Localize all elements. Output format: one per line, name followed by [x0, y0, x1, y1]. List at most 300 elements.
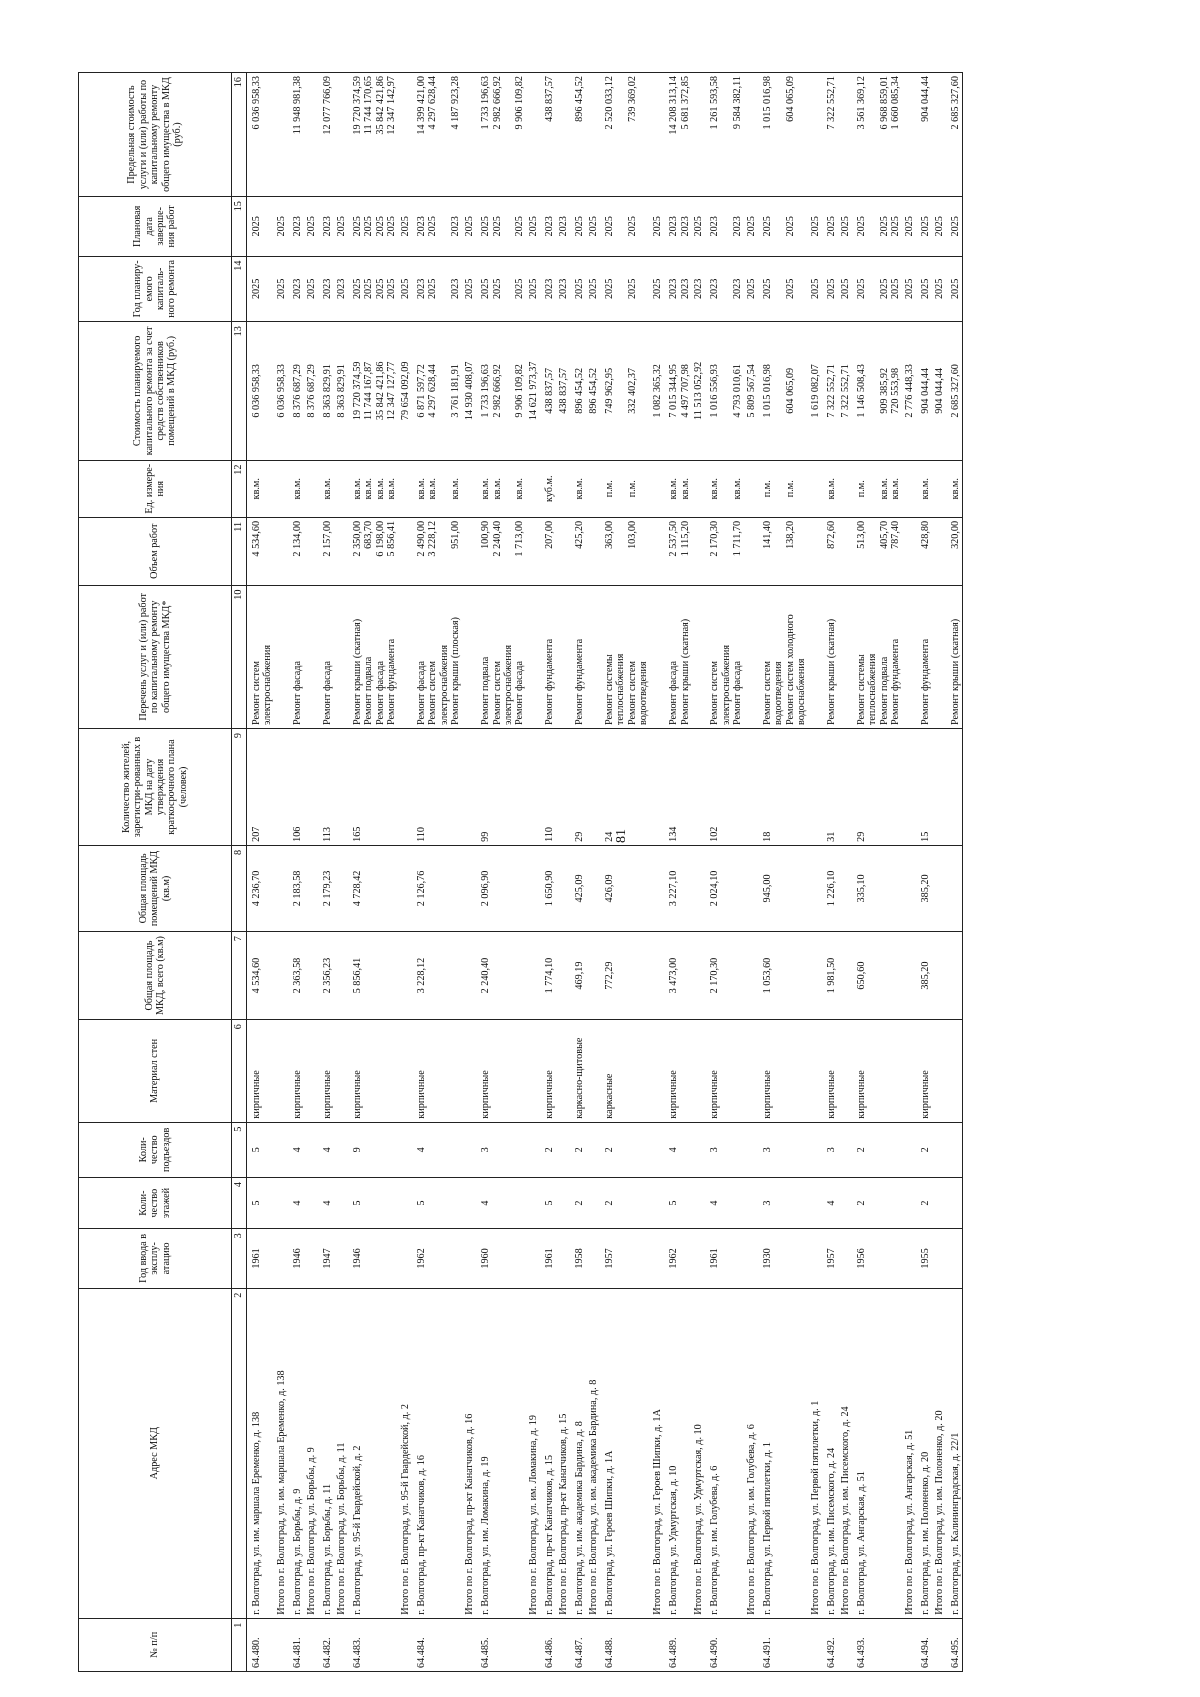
entrances-cell: 3 — [822, 1122, 838, 1177]
residents-cell — [946, 729, 963, 846]
completion-date-cell — [946, 197, 963, 256]
work-list-line: Ремонт крыши (скатная) — [949, 618, 961, 726]
premises-area-cell — [335, 845, 348, 931]
completion-date-line: 2025 — [251, 216, 262, 237]
address-cell: Итого по г. Волгоград, ул. им. маршала Еременко, д. 138 — [275, 1288, 288, 1618]
planned-cost-line: 8 376 687,29 — [292, 364, 304, 418]
completion-date-line: 2025 — [920, 216, 932, 237]
wall-material-cell: кирпичные — [852, 1020, 903, 1123]
unit-cell — [946, 460, 963, 517]
wall-material-cell — [527, 1020, 540, 1123]
premises-area-cell — [275, 845, 288, 931]
completion-date-cell — [318, 197, 334, 256]
year-built-cell — [557, 1229, 570, 1288]
cost-limit-line: 904 044,44 — [920, 76, 932, 122]
work-volume-cell — [476, 517, 527, 585]
planned-cost-line: 749 962,95 — [603, 367, 615, 414]
residents-cell — [745, 729, 758, 846]
cost-limit-cell — [275, 73, 288, 197]
cost-limit-line: 11 744 170,65 — [363, 76, 375, 135]
work-volume-line: 1 713,00 — [514, 520, 526, 557]
table-row — [705, 73, 744, 1672]
floors-cell — [745, 1177, 758, 1228]
completion-date-line: 2025 — [692, 216, 704, 237]
completion-date-cell — [933, 197, 946, 256]
work-list-line: Ремонт фасада — [732, 661, 744, 726]
work-volume-line: 363,00 — [603, 520, 615, 549]
planned-cost-line: 19 720 374,59 — [351, 361, 363, 421]
residents-cell: 29 — [570, 729, 586, 846]
unit-line: кв.м. — [374, 478, 386, 500]
repair-year-cell — [822, 256, 838, 322]
table-row — [318, 73, 334, 1672]
work-volume-line: 428,80 — [920, 520, 932, 549]
residents-cell — [305, 729, 318, 846]
floors-cell: 4 — [288, 1177, 304, 1228]
work-list-cell — [476, 585, 527, 729]
row-number-cell — [399, 1618, 412, 1671]
subtotal-row — [587, 73, 600, 1672]
floors-cell — [651, 1177, 664, 1228]
cost-limit-cell — [412, 73, 463, 197]
work-volume-cell — [809, 517, 822, 585]
total-area-cell — [692, 931, 705, 1019]
column-number-1: 1 — [232, 1618, 247, 1671]
work-list-line: Ремонт подвала — [878, 656, 890, 726]
floors-cell — [933, 1177, 946, 1228]
cost-limit-line: 2 520 033,12 — [603, 76, 615, 130]
row-number-cell — [809, 1618, 822, 1671]
total-area-cell: 385,20 — [916, 931, 932, 1019]
cost-limit-line: 6 968 859,01 — [878, 76, 890, 130]
completion-date-line — [615, 200, 626, 252]
cost-limit-line: 1 261 593,58 — [709, 76, 721, 130]
work-list-cell — [852, 585, 903, 729]
total-area-cell: 3 473,00 — [664, 931, 692, 1019]
entrances-cell: 2 — [852, 1122, 903, 1177]
table-row — [247, 73, 275, 1672]
floors-cell — [587, 1177, 600, 1228]
repair-year-line: 2023 — [292, 278, 304, 300]
work-volume-cell — [247, 517, 275, 585]
year-built-cell: 1955 — [916, 1229, 932, 1288]
work-volume-cell — [348, 517, 399, 585]
planned-cost-cell — [587, 322, 600, 460]
premises-area-cell — [745, 845, 758, 931]
row-number-cell: 64.491. — [758, 1618, 809, 1671]
residents-cell: 18 — [758, 729, 809, 846]
work-volume-line: 2 240,40 — [491, 520, 503, 557]
planned-cost-line: 909 385,92 — [878, 367, 890, 414]
year-built-cell — [587, 1229, 600, 1288]
row-number-cell: 64.482. — [318, 1618, 334, 1671]
row-number-cell: 64.483. — [348, 1618, 399, 1671]
wall-material-cell: кирпичные — [288, 1020, 304, 1123]
planned-cost-cell — [305, 322, 318, 460]
work-list-cell — [822, 585, 838, 729]
wall-material-cell — [399, 1020, 412, 1123]
work-volume-line: 2 490,00 — [416, 520, 428, 557]
repair-year-line: 2023 — [416, 278, 428, 300]
work-volume-line: 207,00 — [544, 520, 556, 549]
planned-cost-cell — [745, 322, 758, 460]
work-volume-line: 138,20 — [784, 520, 796, 549]
entrances-cell: 2 — [600, 1122, 651, 1177]
residents-cell: 113 — [318, 729, 334, 846]
cost-limit-cell — [705, 73, 744, 197]
address-cell: Итого по г. Волгоград, ул. Героев Шипки, д. 1А — [651, 1288, 664, 1618]
unit-cell — [809, 460, 822, 517]
work-list-cell — [839, 585, 852, 729]
completion-date-line: 2025 — [491, 216, 503, 237]
work-list-cell — [318, 585, 334, 729]
premises-area-cell — [463, 845, 476, 931]
unit-line: п.м. — [762, 480, 774, 498]
work-list-cell — [570, 585, 586, 729]
column-number-row — [232, 73, 247, 1672]
repair-year-line — [796, 260, 807, 319]
work-volume-cell — [288, 517, 304, 585]
work-volume-line: 872,60 — [826, 520, 838, 549]
cost-limit-cell — [651, 73, 664, 197]
work-list-cell — [275, 585, 288, 729]
entrances-cell: 9 — [348, 1122, 399, 1177]
completion-date-line — [796, 200, 807, 252]
column-number-7: 7 — [232, 931, 247, 1019]
premises-area-cell — [399, 845, 412, 931]
planned-cost-line: 4 793 010,61 — [732, 364, 744, 418]
floors-cell — [463, 1177, 476, 1228]
repair-year-cell — [288, 256, 304, 322]
planned-cost-cell — [527, 322, 540, 460]
work-list-cell — [758, 585, 809, 729]
cost-limit-cell — [903, 73, 916, 197]
repair-year-line: 2025 — [386, 278, 398, 300]
row-number-cell — [463, 1618, 476, 1671]
unit-cell — [916, 460, 932, 517]
row-number-cell: 64.490. — [705, 1618, 744, 1671]
work-volume-cell — [664, 517, 692, 585]
unit-cell — [247, 460, 275, 517]
cost-limit-line: 438 837,57 — [544, 76, 556, 122]
column-number-9: 9 — [232, 729, 247, 846]
unit-cell — [600, 460, 651, 517]
row-number-cell — [903, 1618, 916, 1671]
completion-date-line: 2025 — [762, 216, 774, 237]
address-cell: Итого по г. Волгоград, ул. Борьбы, д. 11 — [335, 1288, 348, 1618]
cost-limit-cell — [305, 73, 318, 197]
completion-date-line: 2025 — [878, 216, 890, 237]
total-area-cell: 650,60 — [852, 931, 903, 1019]
table-row — [758, 73, 809, 1672]
completion-date-line: 2025 — [335, 216, 347, 237]
work-list-cell — [745, 585, 758, 729]
unit-line: кв.м. — [363, 478, 375, 500]
repair-year-cell — [916, 256, 932, 322]
completion-date-line: 2025 — [784, 216, 796, 237]
repair-year-line: 2023 — [709, 278, 721, 300]
work-list-cell — [916, 585, 932, 729]
floors-cell: 3 — [758, 1177, 809, 1228]
row-number-cell — [692, 1618, 705, 1671]
work-list-cell — [651, 585, 664, 729]
floors-cell: 4 — [822, 1177, 838, 1228]
unit-cell — [705, 460, 744, 517]
work-volume-line: 951,00 — [450, 520, 462, 549]
residents-cell: 15 — [916, 729, 932, 846]
work-list-line: Ремонт подвала — [363, 656, 375, 726]
column-header-5: Коли-чество подъездов — [79, 1122, 232, 1177]
premises-area-cell: 335,10 — [852, 845, 903, 931]
premises-area-cell: 426,09 — [600, 845, 651, 931]
cost-limit-cell — [587, 73, 600, 197]
planned-cost-cell — [809, 322, 822, 460]
cost-limit-line — [773, 76, 784, 193]
total-area-cell — [933, 931, 946, 1019]
total-area-cell — [809, 931, 822, 1019]
unit-line: кв.м. — [949, 478, 961, 500]
floors-cell — [692, 1177, 705, 1228]
completion-date-line: 2025 — [351, 216, 363, 237]
wall-material-cell: кирпичные — [705, 1020, 744, 1123]
table-row — [476, 73, 527, 1672]
completion-date-line: 2023 — [416, 216, 428, 237]
repair-year-cell — [247, 256, 275, 322]
repair-year-cell — [758, 256, 809, 322]
unit-line: кв.м. — [679, 478, 691, 500]
wall-material-cell — [745, 1020, 758, 1123]
column-header-4: Коли-чество этажей — [79, 1177, 232, 1228]
planned-cost-line — [503, 325, 514, 456]
column-header-7: Общая площадь МКД, всего (кв.м) — [79, 931, 232, 1019]
subtotal-row — [305, 73, 318, 1672]
address-cell: Итого по г. Волгоград, ул. им. Полоненко, д. 20 — [933, 1288, 946, 1618]
unit-cell — [463, 460, 476, 517]
floors-cell: 5 — [664, 1177, 692, 1228]
work-volume-line — [773, 521, 784, 582]
row-number-cell — [839, 1618, 852, 1671]
repair-year-cell — [705, 256, 744, 322]
work-list-cell — [335, 585, 348, 729]
completion-date-cell — [600, 197, 651, 256]
work-volume-cell — [587, 517, 600, 585]
completion-date-line: 2025 — [574, 216, 586, 237]
work-volume-cell — [399, 517, 412, 585]
repair-year-line: 2025 — [920, 278, 932, 300]
table-row — [946, 73, 963, 1672]
subtotal-row — [692, 73, 705, 1672]
wall-material-cell: каркасно-щитовые — [570, 1020, 586, 1123]
unit-line: кв.м. — [920, 478, 932, 500]
repair-year-line: 2023 — [450, 278, 462, 300]
repair-year-line: 2025 — [351, 278, 363, 300]
address-cell: г. Волгоград, ул. им. Голубева, д. 6 — [705, 1288, 744, 1618]
cost-limit-line: 2 685 327,60 — [949, 76, 961, 130]
cost-limit-line: 19 720 374,59 — [351, 76, 363, 135]
completion-date-line: 2025 — [626, 216, 638, 237]
completion-date-cell — [348, 197, 399, 256]
row-number-cell — [587, 1618, 600, 1671]
residents-cell: 110 — [540, 729, 556, 846]
wall-material-cell — [933, 1020, 946, 1123]
wall-material-cell — [903, 1020, 916, 1123]
premises-area-cell — [933, 845, 946, 931]
premises-area-cell: 425,09 — [570, 845, 586, 931]
completion-date-line — [638, 200, 649, 252]
entrances-cell: 4 — [412, 1122, 463, 1177]
work-list-cell — [933, 585, 946, 729]
planned-cost-cell — [557, 322, 570, 460]
work-list-line: Ремонт крыши (плоская) — [450, 617, 462, 726]
total-area-cell: 469,19 — [570, 931, 586, 1019]
work-volume-cell — [852, 517, 903, 585]
cost-limit-line — [867, 76, 878, 193]
unit-cell — [692, 460, 705, 517]
repair-year-cell — [476, 256, 527, 322]
completion-date-cell — [476, 197, 527, 256]
completion-date-line: 2025 — [480, 216, 492, 237]
unit-line: п.м. — [855, 480, 867, 498]
repair-year-line: 2023 — [732, 278, 744, 300]
column-header-8: Общая площадь помещений МКД (кв.м) — [79, 845, 232, 931]
completion-date-cell — [275, 197, 288, 256]
completion-date-line: 2023 — [544, 216, 556, 237]
completion-date-line: 2025 — [826, 216, 838, 237]
unit-cell — [745, 460, 758, 517]
row-number-cell: 64.480. — [247, 1618, 275, 1671]
work-list-line: Ремонт крыши (скатная) — [826, 618, 838, 726]
address-cell: Итого по г. Волгоград, пр-кт Канатчиков, д. 16 — [463, 1288, 476, 1618]
planned-cost-cell — [903, 322, 916, 460]
repair-year-line: 2023 — [679, 278, 691, 300]
wall-material-cell — [463, 1020, 476, 1123]
planned-cost-line: 7 015 344,95 — [668, 364, 680, 418]
year-built-cell — [305, 1229, 318, 1288]
cost-limit-cell — [809, 73, 822, 197]
residents-cell: 99 — [476, 729, 527, 846]
completion-date-line: 2025 — [363, 216, 375, 237]
planned-cost-cell — [839, 322, 852, 460]
planned-cost-cell — [399, 322, 412, 460]
work-volume-line — [867, 521, 878, 582]
entrances-cell — [305, 1122, 318, 1177]
unit-line: п.м. — [603, 480, 615, 498]
repair-year-line: 2025 — [745, 278, 757, 300]
address-cell: г. Волгоград, ул. Борьбы, д. 11 — [318, 1288, 334, 1618]
completion-date-cell — [527, 197, 540, 256]
residents-cell — [527, 729, 540, 846]
completion-date-line — [503, 200, 514, 252]
repair-year-cell — [305, 256, 318, 322]
cost-limit-line: 739 369,02 — [626, 76, 638, 122]
planned-cost-cell — [275, 322, 288, 460]
address-cell: г. Волгоград, ул. 95-й Гвардейской, д. 2 — [348, 1288, 399, 1618]
repair-year-cell — [692, 256, 705, 322]
residents-cell — [651, 729, 664, 846]
completion-date-line: 2023 — [668, 216, 680, 237]
unit-line: п.м. — [626, 480, 638, 498]
total-area-cell: 5 856,41 — [348, 931, 399, 1019]
planned-cost-line: 3 761 181,91 — [450, 364, 462, 418]
premises-area-cell: 2 024,10 — [705, 845, 744, 931]
year-built-cell: 1956 — [852, 1229, 903, 1288]
work-list-line: Ремонт крыши (скатная) — [351, 618, 363, 726]
unit-cell — [570, 460, 586, 517]
completion-date-line: 2023 — [322, 216, 334, 237]
year-built-cell: 1960 — [476, 1229, 527, 1288]
premises-area-cell: 3 227,10 — [664, 845, 692, 931]
repair-year-line: 2025 — [251, 278, 262, 300]
year-built-cell — [903, 1229, 916, 1288]
total-area-cell: 4 534,60 — [247, 931, 275, 1019]
unit-line: кв.м. — [514, 478, 526, 500]
completion-date-line: 2023 — [679, 216, 691, 237]
entrances-cell — [335, 1122, 348, 1177]
residents-cell: 106 — [288, 729, 304, 846]
entrances-cell: 4 — [318, 1122, 334, 1177]
floors-cell: 5 — [540, 1177, 556, 1228]
subtotal-row — [839, 73, 852, 1672]
cost-limit-line: 14 208 313,14 — [668, 76, 680, 135]
subtotal-row — [275, 73, 288, 1672]
planned-cost-line: 12 347 127,77 — [386, 361, 398, 421]
total-area-cell — [557, 931, 570, 1019]
unit-cell — [288, 460, 304, 517]
total-area-cell — [651, 931, 664, 1019]
planned-cost-line: 7 322 552,71 — [839, 364, 851, 418]
row-number-cell — [275, 1618, 288, 1671]
cost-limit-cell — [570, 73, 586, 197]
work-list-line: Ремонт системы — [855, 654, 867, 726]
unit-line: кв.м. — [668, 478, 680, 500]
repair-year-cell — [745, 256, 758, 322]
premises-area-cell: 1 226,10 — [822, 845, 838, 931]
repair-year-line: 2025 — [878, 278, 890, 300]
work-list-line: Ремонт фундамента — [920, 638, 932, 726]
work-volume-line: 4 534,60 — [251, 520, 262, 557]
cost-limit-cell — [476, 73, 527, 197]
work-list-cell — [288, 585, 304, 729]
unit-cell — [839, 460, 852, 517]
planned-cost-line: 8 363 829,91 — [322, 364, 334, 418]
row-number-cell: 64.494. — [916, 1618, 932, 1671]
year-built-cell: 1930 — [758, 1229, 809, 1288]
planned-cost-cell — [692, 322, 705, 460]
premises-area-cell: 945,00 — [758, 845, 809, 931]
work-volume-cell — [651, 517, 664, 585]
cost-limit-cell — [247, 73, 275, 197]
subtotal-row — [903, 73, 916, 1672]
floors-cell: 5 — [412, 1177, 463, 1228]
repair-year-line — [638, 260, 649, 319]
completion-date-cell — [651, 197, 664, 256]
residents-cell — [903, 729, 916, 846]
work-list-line: Ремонт фасада — [514, 661, 526, 726]
address-cell: Итого по г. Волгоград, ул. Удмуртская, д. 10 — [692, 1288, 705, 1618]
table-row — [664, 73, 692, 1672]
total-area-cell — [946, 931, 963, 1019]
work-list-line: Ремонт фундамента — [574, 638, 586, 726]
column-header-14: Год планиру-емого капиталь-ного ремонта — [79, 256, 232, 322]
completion-date-line — [439, 200, 450, 252]
address-cell: г. Волгоград, ул. им. Ломакина, д. 19 — [476, 1288, 527, 1618]
work-list-line: Ремонт фасада — [374, 661, 386, 726]
work-list-line: водоотведения — [638, 661, 650, 726]
premises-area-cell: 1 650,90 — [540, 845, 556, 931]
total-area-cell — [335, 931, 348, 1019]
planned-cost-line: 1 016 556,93 — [709, 364, 721, 418]
column-number-12: 12 — [232, 460, 247, 517]
